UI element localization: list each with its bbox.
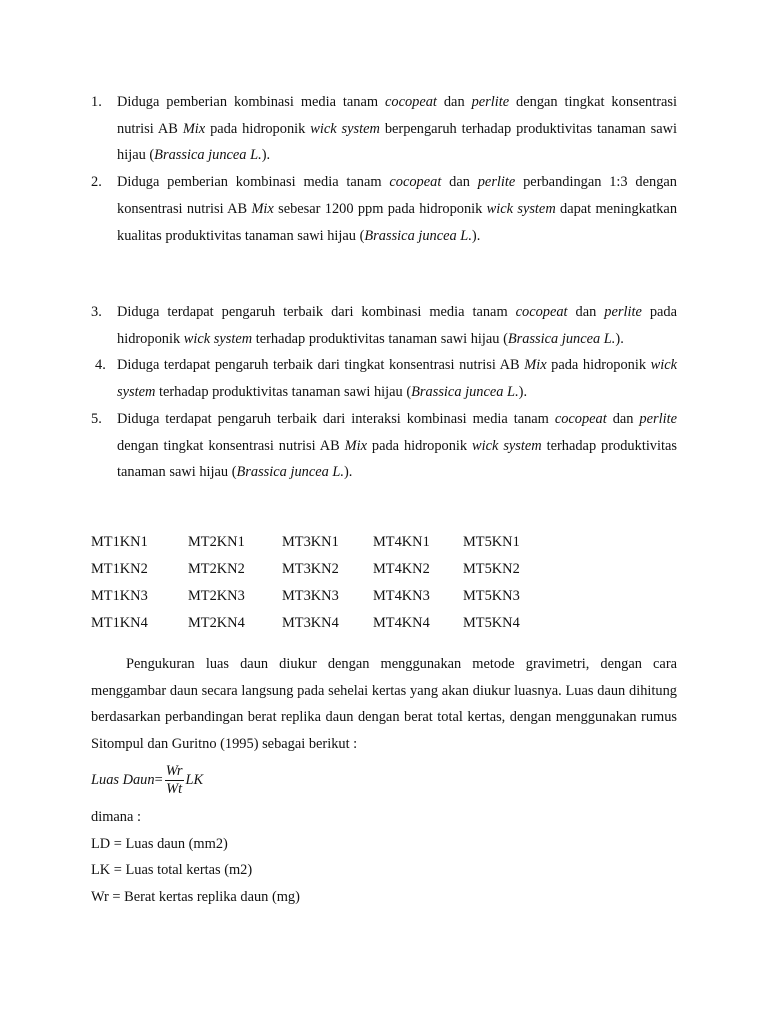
hypothesis-text: Diduga terdapat pengaruh terbaik dari kombinasi media tanam (117, 304, 516, 320)
italic-term: cocopeat (389, 174, 442, 191)
treatment-code: MT1KN1 (91, 534, 148, 550)
definition-item: Wr = Berat kertas replika daun (mg) (91, 888, 300, 905)
treatment-code: MT3KN1 (282, 534, 339, 550)
hypothesis-number: 5. (91, 410, 102, 427)
treatment-code: MT2KN3 (188, 587, 245, 604)
hypothesis-number: 1. (91, 94, 102, 110)
hypothesis-number: 4. (95, 357, 106, 374)
hypothesis-text: ). (261, 147, 271, 164)
italic-term: Brassica juncea L. (154, 147, 262, 164)
italic-term: perlite (477, 174, 516, 191)
italic-term: cocopeat (515, 304, 568, 320)
treatment-code: MT2KN2 (188, 560, 245, 577)
hypothesis-text: ). (344, 464, 353, 481)
definitions (91, 804, 300, 910)
treatment-code: MT4KN3 (373, 587, 430, 604)
hypothesis-text: Diduga terdapat pengaruh terbaik dari tingkat konsentrasi nutrisi AB (117, 357, 525, 374)
hypothesis-list-2 (91, 299, 677, 486)
italic-term: wick system (183, 330, 253, 347)
treatment-code: MT2KN4 (188, 614, 245, 631)
hypothesis-text: Diduga terdapat pengaruh terbaik dari interaksi kombinasi media tanam (117, 410, 555, 427)
treatment-code: MT4KN1 (373, 534, 430, 550)
method-paragraph: Pengukuran luas daun diukur dengan menggunakan metode gravimetri, dengan cara menggambar daun secara langsung pada sehelai kertas yang akan diukur luasnya. Luas daun dihitung berdasarkan perbandingan berat replika daun dengan berat total kertas, dengan menggunakan rumus Sitompul dan Guritno (1995) sebagai berikut : (91, 656, 677, 753)
italic-term: wick system (310, 120, 380, 137)
hypothesis-text: dapat meningkatkan kualitas produktivitas tanaman sawi hijau ( (117, 200, 678, 244)
treatment-code: MT5KN3 (463, 587, 520, 604)
treatment-code: MT2KN1 (188, 534, 245, 550)
italic-term: perlite (604, 304, 642, 320)
treatment-row (91, 610, 543, 637)
treatment-row (91, 583, 543, 610)
definition-item: LD = Luas daun (mm2) (91, 835, 228, 852)
treatment-row (91, 556, 543, 583)
definitions-intro: dimana : (91, 809, 141, 825)
definition-item: LK = Luas total kertas (m2) (91, 862, 253, 878)
italic-term: cocopeat (384, 94, 437, 110)
formula-fraction (165, 763, 184, 798)
formula-lhs: Luas Daun (91, 771, 155, 788)
italic-term: Mix (182, 120, 206, 137)
hypothesis-text: dan (441, 174, 478, 191)
hypothesis-text: Diduga pemberian kombinasi media tanam (117, 174, 390, 191)
hypothesis-text: terhadap produktivitas tanaman sawi hijau ( (252, 330, 508, 347)
treatment-code: MT3KN3 (282, 587, 339, 604)
hypothesis-text: pada hidroponik (117, 304, 677, 347)
hypothesis-item (91, 299, 677, 352)
treatment-code: MT1KN3 (91, 587, 148, 604)
hypothesis-list-1 (91, 89, 677, 249)
formula-denominator: Wt (166, 780, 183, 797)
hypothesis-text: dengan tingkat konsentrasi nutrisi AB (117, 94, 677, 137)
hypothesis-item (91, 406, 677, 486)
hypothesis-text: ). (471, 227, 481, 244)
italic-term: Mix (344, 437, 367, 454)
hypothesis-text: terhadap produktivitas tanaman sawi hijau ( (155, 384, 412, 401)
italic-term: Brassica juncea L. (411, 384, 519, 401)
hypothesis-number: 2. (91, 174, 102, 191)
italic-term: Mix (251, 200, 274, 217)
italic-term: Brassica juncea L. (236, 464, 345, 481)
hypothesis-text: terhadap produktivitas tanaman sawi hijau ( (117, 437, 677, 481)
treatment-code: MT4KN4 (373, 614, 430, 631)
italic-term: wick system (117, 357, 677, 401)
hypothesis-item (91, 89, 677, 169)
treatment-code: MT3KN2 (282, 560, 339, 577)
treatment-grid (91, 529, 543, 637)
treatment-code: MT1KN4 (91, 614, 148, 631)
hypothesis-text: perbandingan 1:3 dengan konsentrasi nutrisi AB (117, 174, 677, 217)
treatment-code: MT5KN1 (463, 534, 520, 550)
hypothesis-text: ). (615, 330, 624, 347)
italic-term: cocopeat (554, 410, 607, 427)
italic-term: perlite (471, 94, 510, 110)
italic-term: wick system (486, 200, 556, 217)
hypothesis-text: pada hidroponik (205, 120, 311, 137)
treatment-code: MT3KN4 (282, 614, 339, 631)
treatment-code: MT1KN2 (91, 560, 148, 577)
italic-term: Mix (524, 357, 547, 374)
formula-equals: = (154, 771, 163, 788)
leaf-area-formula (91, 760, 203, 800)
hypothesis-text: sebesar 1200 ppm pada hidroponik (273, 200, 487, 217)
hypothesis-text: Diduga pemberian kombinasi media tanam (117, 94, 385, 110)
italic-term: wick system (472, 437, 542, 454)
treatment-code: MT4KN2 (373, 560, 430, 577)
hypothesis-text: dengan tingkat konsentrasi nutrisi AB (117, 437, 345, 454)
treatment-code: MT5KN4 (463, 614, 520, 631)
hypothesis-text: pada hidroponik (366, 437, 473, 454)
hypothesis-number: 3. (91, 304, 102, 320)
treatment-row (91, 529, 543, 556)
hypothesis-text: ). (518, 384, 528, 401)
hypothesis-item (91, 352, 677, 405)
formula-numerator: Wr (165, 762, 183, 779)
hypothesis-text: berpengaruh terhadap produktivitas tanaman sawi hijau ( (117, 120, 677, 164)
treatment-code: MT5KN2 (463, 560, 520, 577)
hypothesis-text: pada hidroponik (546, 357, 651, 374)
hypothesis-text: dan (567, 304, 605, 320)
italic-term: perlite (639, 410, 677, 427)
italic-term: Brassica juncea L. (507, 330, 616, 347)
italic-term: Brassica juncea L. (364, 227, 472, 244)
hypothesis-item (91, 169, 677, 249)
hypothesis-text: dan (436, 94, 472, 110)
formula-factor: LK (185, 771, 204, 788)
hypothesis-text: dan (606, 410, 640, 427)
